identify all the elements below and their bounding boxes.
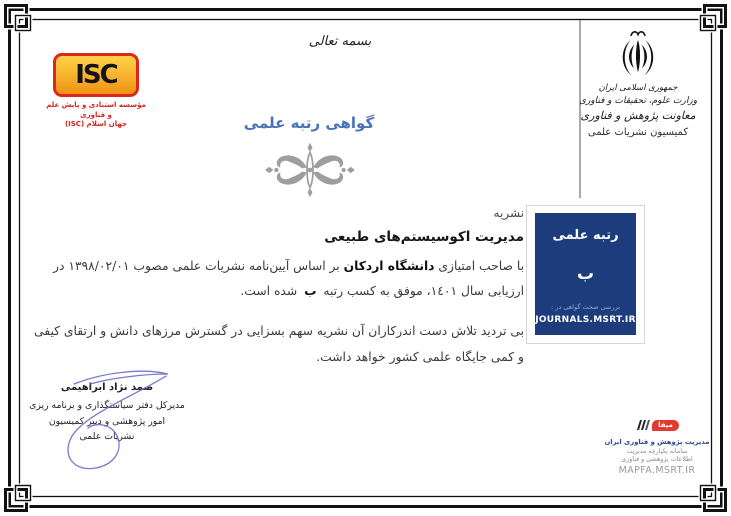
ornament-flourish [262, 141, 358, 199]
mapfa-line2: سامانه یکپارچه مدیریت [626, 448, 688, 455]
mapfa-line3: اطلاعات پژوهشی و فناوری [621, 456, 693, 463]
line1-pre: با صاحب امتیازی [434, 259, 524, 273]
isc-caption [44, 101, 148, 130]
rank-card [526, 205, 645, 344]
ministry-line2: وزارت علوم، تحقیقات و فناوری [578, 96, 698, 106]
signatory-role-2: امور پژوهشی و دبیر کمیسیون [48, 415, 166, 427]
journal-label: نشریه [493, 206, 524, 220]
isc-logo-text: ISC [75, 60, 117, 90]
body-line-1 [30, 254, 524, 279]
isc-logo-block [44, 53, 148, 130]
rank-box [535, 213, 636, 335]
ministry-line1: جمهوری اسلامی ایران [598, 83, 678, 93]
body-line-2 [30, 279, 524, 304]
verify-url: JOURNALS.MSRT.IR [535, 315, 636, 325]
isc-caption-line1: مؤسسه استنادی و پایش علم و فناوری [46, 101, 146, 119]
isc-caption-line2: جهان اسلام (ISC) [64, 120, 128, 128]
rank-box-heading: رتبه علمی [552, 228, 619, 243]
mapfa-pages-glyph [635, 417, 651, 433]
mapfa-block [596, 415, 718, 476]
rank-box-letter: ب [576, 264, 595, 284]
iran-emblem-icon [615, 26, 661, 80]
line1-post: بر اساس آیین‌نامه نشریات علمی مصوب ١٣٩٨/٠٢/٠١ در [53, 259, 344, 273]
basmala-text: بسمه تعالی [308, 34, 372, 49]
mapfa-bubble [652, 420, 679, 431]
ministry-line3: معاونت پژوهش و فناوری [580, 109, 696, 122]
journal-name: مدیریت اکوسیستم‌های طبیعی [324, 229, 524, 245]
line2-post: شده است. [240, 284, 302, 298]
signatory-role-1: مدیرکل دفتر سیاستگذاری و برنامه ریزی [29, 400, 185, 411]
ministry-header [568, 26, 708, 138]
certificate-title: گواهی رتبه علمی [243, 114, 375, 132]
body-paragraph-2: بی تردید تلاش دست اندرکاران آن نشریه سهم بسزایی در گسترش مرزهای دانش و ارتقای کیفی و کمی جایگاه علمی کشور خواهد داشت. [33, 324, 524, 364]
publisher-name: دانشگاه اردکان [343, 259, 435, 273]
signatory-name: صمد نژاد ابراهیمی [60, 382, 154, 393]
ministry-line4: کمیسیون نشریات علمی [587, 127, 689, 138]
rank-letter-inline: ب [304, 284, 317, 298]
mapfa-logo-icon [596, 415, 718, 435]
certificate-body [30, 206, 524, 370]
isc-logo [53, 53, 139, 97]
signature-block [16, 382, 198, 445]
mapfa-url: MAPFA.MSRT.IR [618, 465, 696, 476]
mapfa-line1: مدیریت پژوهش و فناوری ایران [604, 438, 710, 446]
signatory-role-3: نشریات علمی [79, 431, 135, 442]
mapfa-logo-text: مپفا [658, 420, 673, 429]
verify-label: بررسی صحت گواهی در : [550, 303, 621, 311]
line2-pre: ارزیابی سال ١٤٠١، موفق به کسب رتبه [319, 284, 524, 298]
